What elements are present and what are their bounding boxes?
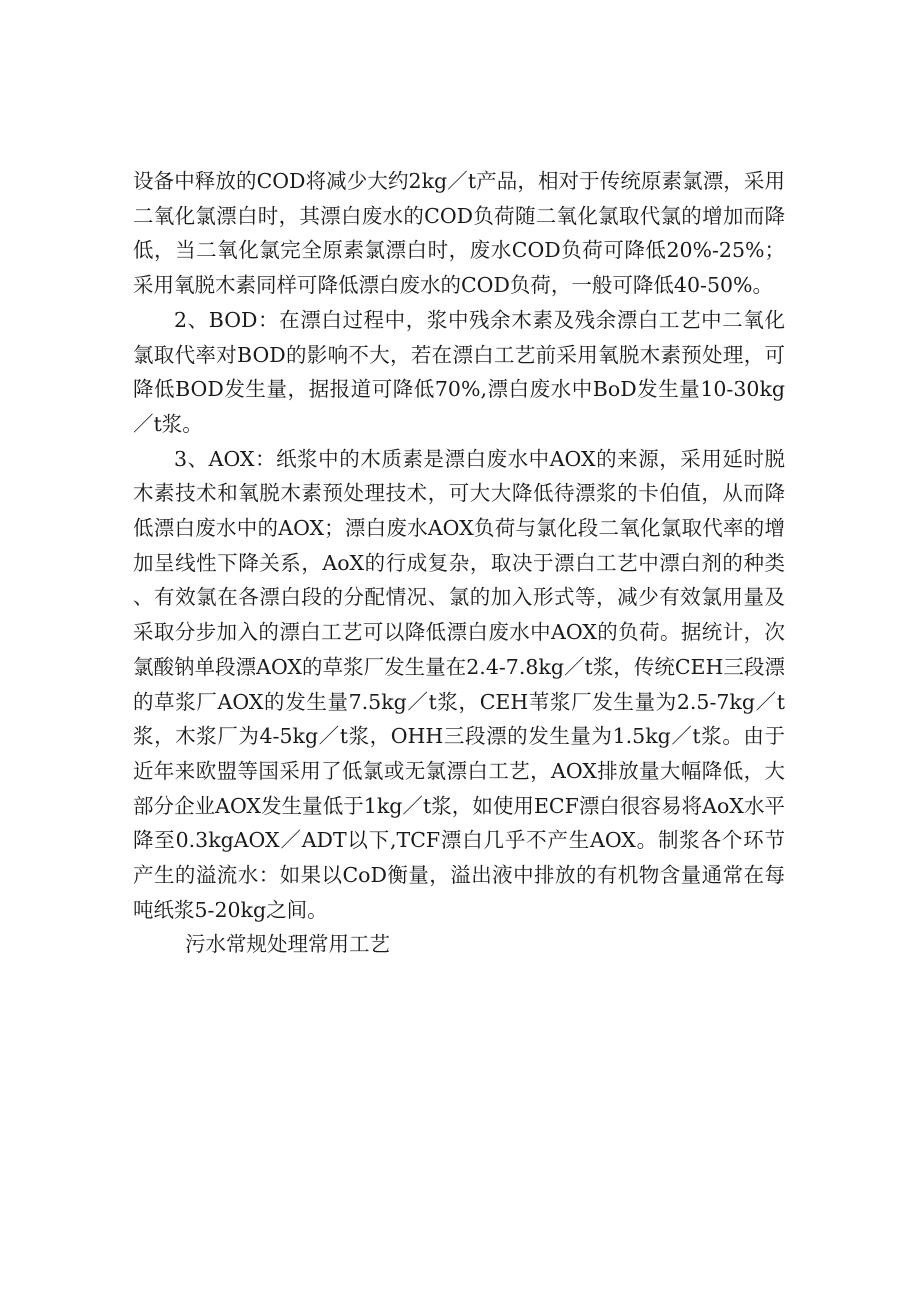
paragraph-bod: 2、BOD：在漂白过程中，浆中残余木素及残余漂白工艺中二氧化氯取代率对BOD的影响不大，若在漂白工艺前采用氧脱木素预处理，可降低BOD发生量，据报道可降低70%,漂白废水中BoD发生量10-30kg／t浆。: [133, 307, 785, 436]
paragraph-aox: 3、AOX：纸浆中的木质素是漂白废水中AOX的来源，采用延时脱木素技术和氧脱木素预处理技术，可大大降低待漂浆的卡伯值，从而降低漂白废水中的AOX；漂白废水AOX负荷与氯化段二氧化氯取代率的增加呈线性下降关系，AoX的行成复杂，取决于漂白工艺中漂白剂的种类、有效氯在各漂白段的分配情况、氯的加入形式等，减少有效氯用量及采取分步加入的漂白工艺可以降低漂白废水中AOX的负荷。据统计，次氯酸钠单段漂AOX的草浆厂发生量在2.4-7.8kg／t浆，传统CEH三段漂的草浆厂AOX的发生量7.5kg／t浆，CEH苇浆厂发生量为2.5-7kg／t浆，木浆厂为4-5kg／t浆，OHH三段漂的发生量为1.5kg／t浆。由于近年来欧盟等国采用了低氯或无氯漂白工艺，AOX排放量大幅降低，大部分企业AOX发生量低于1kg／t浆，如使用ECF漂白很容易将AoX水平降至0.3kgAOX／ADT以下,TCF漂白几乎不产生AOX。制浆各个环节产生的溢流水：如果以CoD衡量，溢出液中排放的有机物含量通常在每吨纸浆5-20kg之间。: [133, 446, 785, 922]
document-body: [133, 164, 785, 962]
section-heading: 污水常规处理常用工艺: [185, 932, 390, 957]
paragraph-cod: 设备中释放的COD将减少大约2kg／t产品，相对于传统原素氯漂，采用二氧化氯漂白时，其漂白废水的COD负荷随二氧化氯取代氯的增加而降低，当二氧化氯完全原素氯漂白时，废水COD负荷可降低20%-25%；采用氧脱木素同样可降低漂白废水的COD负荷，一般可降低40-50%。: [133, 169, 785, 298]
